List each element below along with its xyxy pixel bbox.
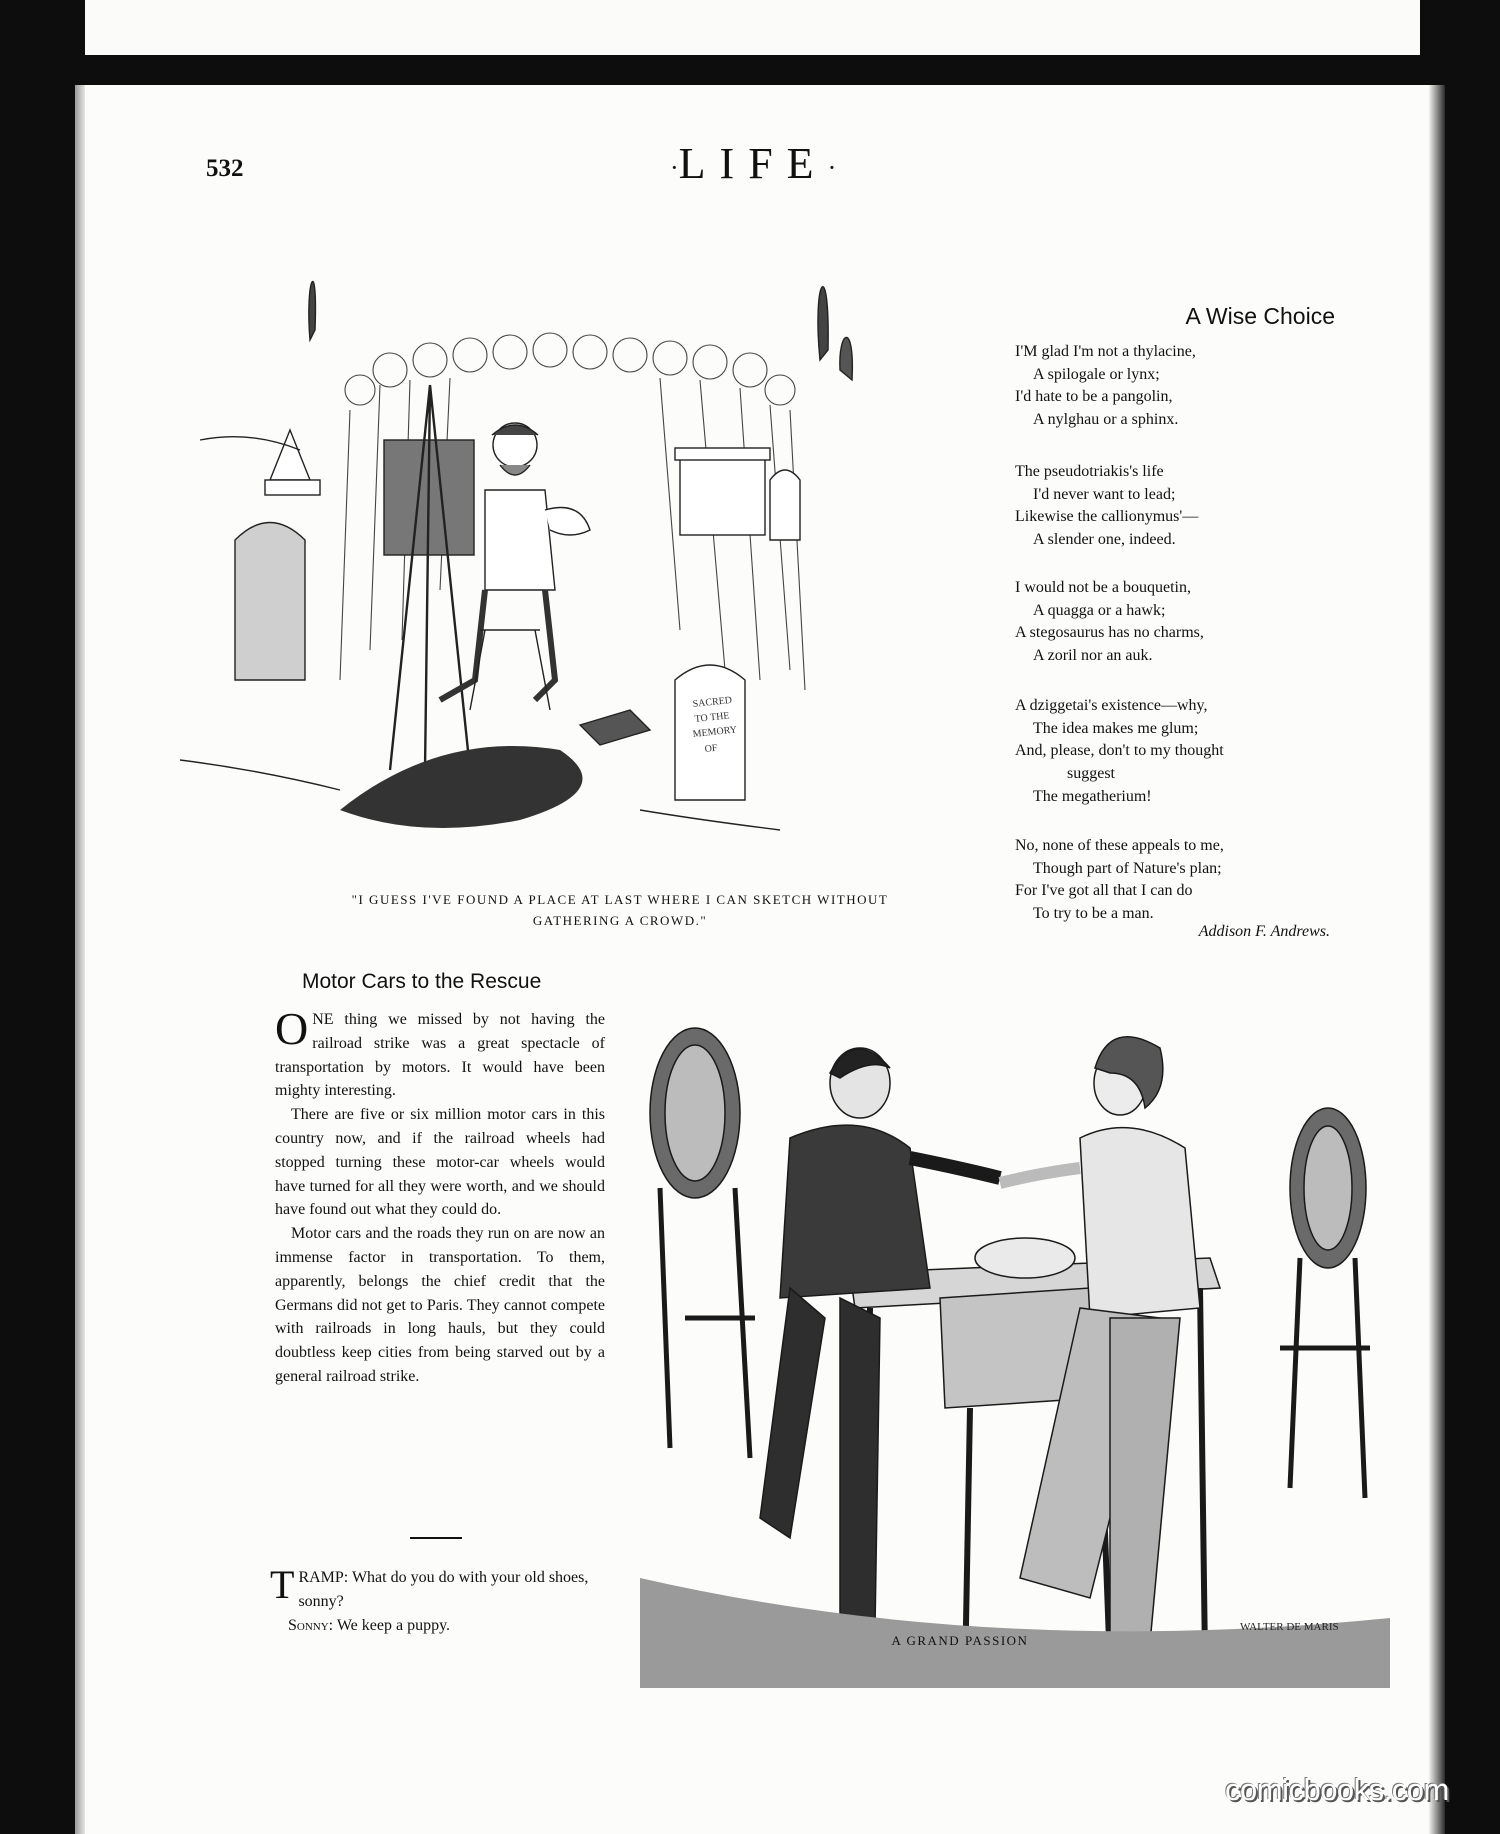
article-paragraph-2: There are five or six million motor cars in this country now, and if the railroad wheels had stopped turning these motor-car wheels would have turned for all they were worth, and we should have found out what they could do. [275, 1106, 605, 1219]
watermark: comicbooks.com [1225, 1772, 1449, 1807]
article-title: Motor Cars to the Rescue [302, 970, 542, 993]
article-paragraph-1: ONE thing we missed by not having the railroad strike was a great spectacle of transportation by motors. It would have been mighty interesting. [275, 1003, 605, 1100]
poem-stanza-1: I'M glad I'm not a thylacine, A spilogale or lynx; I'd hate to be a pangolin, A nylghau or a sphinx. [1015, 343, 1196, 429]
joke-dropcap: T [270, 1562, 295, 1607]
article-dropcap: O [275, 1003, 309, 1054]
poem-author: Addison F. Andrews. [1198, 923, 1330, 940]
headstone-line-1: SACRED [692, 694, 733, 710]
grand-passion-illustration [640, 1018, 1390, 1688]
poem-stanza-5: No, none of these appeals to me, Though part of Nature's plan; For I've got all that I can do To try to be a man. [1015, 837, 1224, 923]
poem-stanza-4: A dziggetai's existence—why, The idea makes me glum; And, please, don't to my thought suggest The megatherium! [1015, 697, 1224, 805]
joke-speaker-1: RAMP: [298, 1569, 349, 1586]
poem-stanza-2: The pseudotriakis's life I'd never want to lead; Likewise the callionymus'— A slender one, indeed. [1015, 463, 1199, 549]
headstone-line-2: TO THE [694, 710, 731, 725]
tramp-joke: TRAMP: What do you do with your old shoes, sonny? Sonny: We keep a puppy. [270, 1562, 589, 1634]
page-edge-right [1429, 85, 1445, 1834]
page-number: 532 [206, 155, 244, 182]
joke-speaker-2: Sonny: [288, 1616, 334, 1634]
headstone-line-3: MEMORY [692, 724, 738, 740]
masthead: ·LIFE· [670, 139, 837, 188]
page-edge-left [75, 85, 85, 1834]
cemetery-sketch-illustration [140, 210, 870, 890]
section-divider [410, 1537, 462, 1539]
poem-stanza-3: I would not be a bouquetin, A quagga or a hawk; A stegosaurus has no charms, A zoril nor an auk. [1015, 579, 1204, 665]
artist-signature: WALTER DE MARIS [1240, 1621, 1339, 1633]
previous-page-strip [85, 0, 1420, 55]
article-paragraph-3: Motor cars and the roads they run on are now an immense factor in transportation. To them, apparently, belongs the chief credit that the Germans did not get to Paris. They cannot compete with railroads in long hauls, but they could doubtless keep cities from being starved out by a general railroad strike. [275, 1225, 605, 1385]
passion-caption: A GRAND PASSION [891, 1633, 1029, 1648]
headstone-line-4: OF [704, 742, 719, 755]
poem-title: A Wise Choice [1185, 303, 1335, 329]
article-body [275, 1003, 605, 1389]
cemetery-caption: "I GUESS I'VE FOUND A PLACE AT LAST WHERE I CAN SKETCH WITHOUT GATHERING A CROWD." [351, 892, 889, 928]
